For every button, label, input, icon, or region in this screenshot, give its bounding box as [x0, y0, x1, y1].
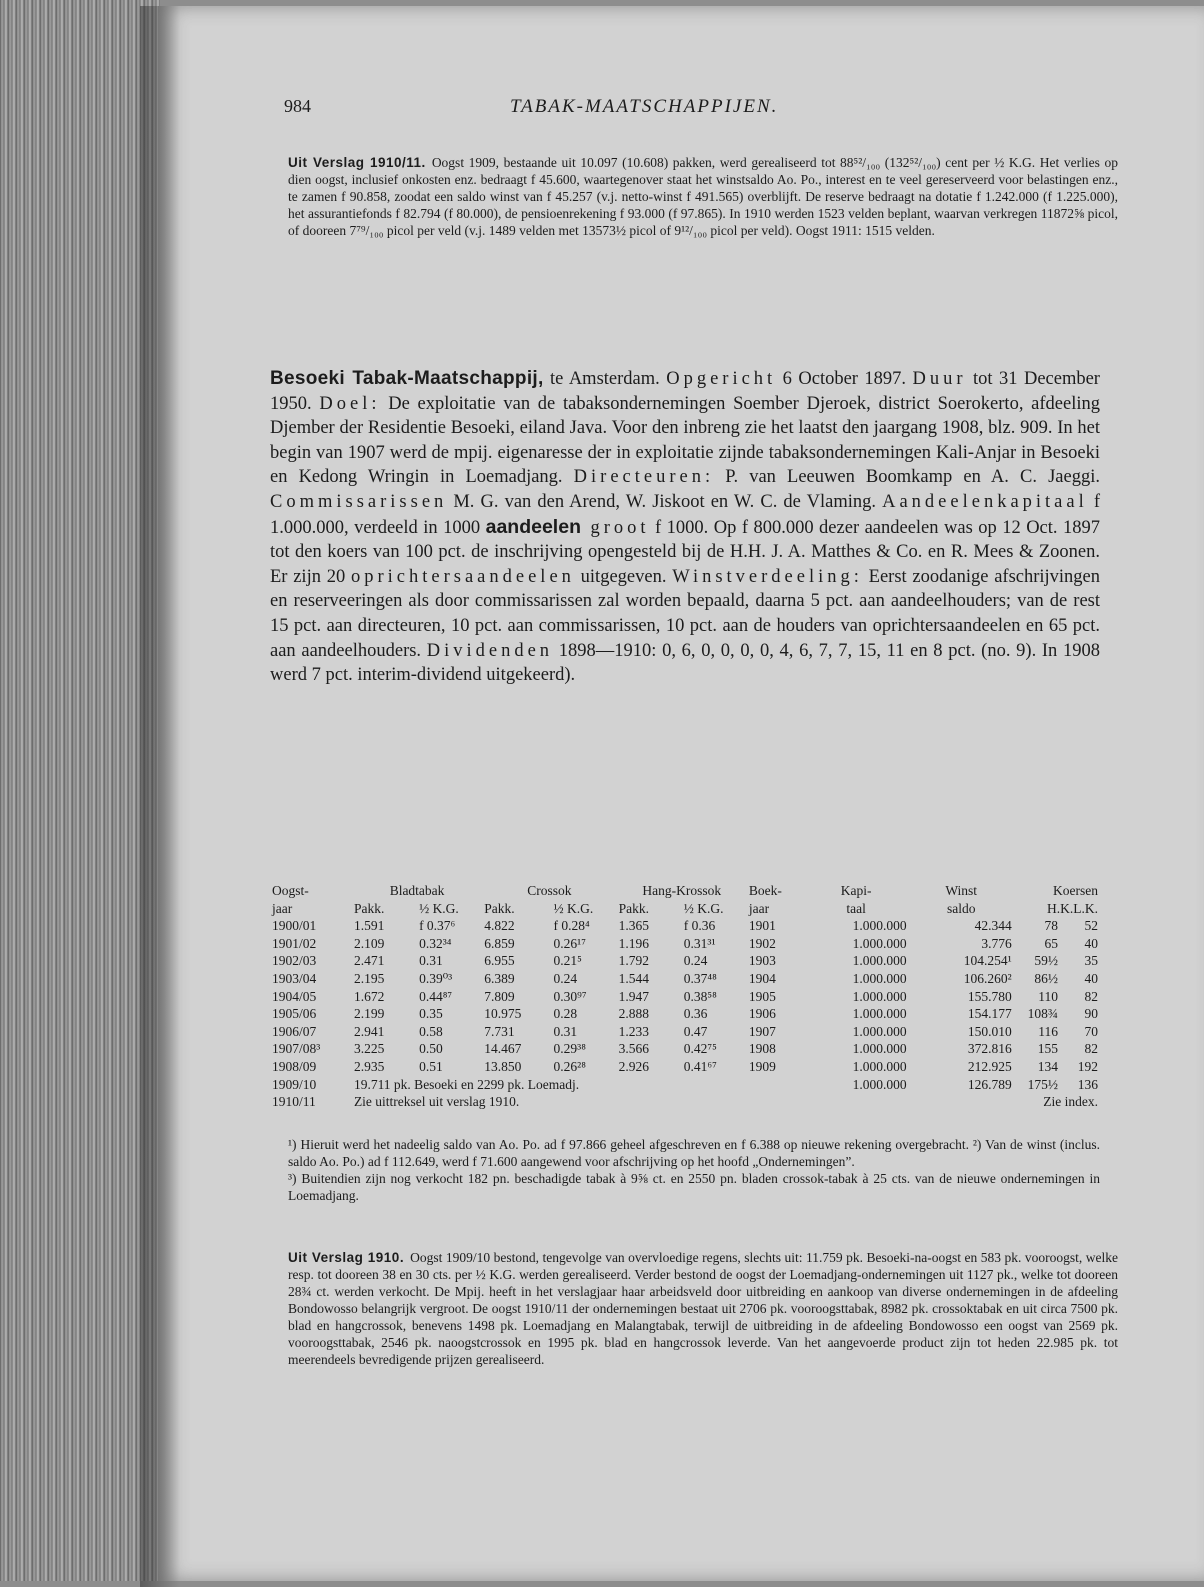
table-header-cell: H.K.L.K.	[1047, 900, 1098, 916]
table-cell: 1908/09	[272, 1058, 317, 1074]
table-cell: 0.24	[553, 970, 578, 986]
table-cell: 1.672	[353, 988, 385, 1004]
table-cell: 0.50	[419, 1041, 443, 1057]
table-cell: 78	[1044, 918, 1058, 934]
table-cell: 65	[1044, 935, 1058, 951]
doel-label: Doel:	[319, 393, 381, 414]
table-cell: 1.591	[353, 918, 385, 934]
table-cell: f 0.28⁴	[553, 918, 590, 934]
table-header-cell: Pakk.	[618, 900, 650, 916]
table-header-cell: ½ K.G.	[683, 900, 724, 916]
table-row-1910	[270, 1093, 1100, 1111]
table-cell: 1.544	[618, 970, 650, 986]
table-cell: 0.41⁶⁷	[683, 1058, 717, 1074]
table-cell: 35	[1084, 953, 1098, 969]
table-cell: 0.21⁵	[553, 953, 582, 969]
table-cell-kapitaal: 1.000.000	[852, 1076, 907, 1092]
report-1910-11-heading: Uit Verslag 1910/11.	[288, 155, 426, 170]
table-cell: 3.225	[353, 1041, 385, 1057]
duur-value: tot 31 December 1950.	[270, 369, 1100, 414]
table-cell: 2.888	[618, 1006, 650, 1022]
doel-value: De exploitatie van de tabaksondernemingen Soember Djeroek, district Soerokerto, afdeeling Djember der Residentie Besoeki, eiland Java. Voor den inbreng zie het laatst den jaargang 1908, blz. 909. In het begin van 1907 werd de mpij. eigenaresse der in exploitatie zijnde tabaksondernemingen Kali-Anjar in Besoeki en Kedong Wringin in Loemadjang.	[270, 393, 1101, 488]
table-row	[270, 1023, 1100, 1041]
table-cell: 110	[1038, 988, 1058, 1004]
table-row	[270, 1058, 1100, 1076]
footnote: ¹) Hieruit werd het nadeelig saldo van Ao. Po. ad f 97.866 geheel afgeschreven en f 6.388 op nieuwe rekening overgebracht. ²) Van de winst (inclus. saldo Ao. Po.) ad f 112.649, werd f 71.600 aangewend voor afschrijving op het hoofd „Ondernemingen”.	[288, 1137, 1100, 1169]
table-header-cell: Pakk.	[353, 900, 385, 916]
table-cell: 0.39⁰³	[419, 970, 453, 986]
table-cell: 0.36	[683, 1006, 708, 1022]
table-cell: 0.24	[683, 953, 708, 969]
commissarissen-value: M. G. van den Arend, W. Jiskoot en W. C. de Vlaming.	[447, 491, 883, 512]
table-cell: 154.177	[967, 1006, 1012, 1022]
table-cell: 1902/03	[272, 953, 317, 969]
table-cell: 1.233	[618, 1023, 650, 1039]
table-cell: 1.000.000	[852, 1023, 907, 1039]
table-header-cell: Winst	[945, 883, 978, 898]
table-header-cell: Bladtabak	[389, 883, 445, 898]
table-cell: 2.926	[618, 1058, 650, 1074]
table-header-cell: Kapi-	[840, 883, 872, 898]
table-cell: 1.000.000	[852, 1006, 907, 1022]
table-cell: 13.850	[484, 1058, 522, 1074]
table-cell: 1906/07	[272, 1023, 317, 1039]
opgericht-label: Opgericht	[666, 369, 777, 389]
table-cell: 42.344	[974, 918, 1012, 934]
table-cell: 1904/05	[272, 988, 317, 1004]
table-header-cell: saldo	[946, 900, 976, 916]
table-cell: 40	[1084, 935, 1098, 951]
table-row	[270, 952, 1100, 970]
table-cell: 1.365	[618, 918, 650, 934]
table-body	[270, 917, 1100, 1111]
table-header-cell: Pakk.	[484, 900, 515, 916]
table-cell: 7.809	[484, 988, 515, 1004]
table-row	[270, 1040, 1100, 1058]
table-cell: 6.955	[484, 953, 515, 969]
table-cell: 1.000.000	[852, 935, 907, 951]
table-cell: 4.822	[484, 918, 515, 934]
report-1910-text: Oogst 1909/10 bestond, tengevolge van overvloedige regens, slechts uit: 11.759 pk. Besoeki-na-oogst en 583 pk. vooroogst, welke resp. tot dooreen 38 en 30 cts. per ½ K.G. werden gerealiseerd. Verder bestond de oogst der Loemadjang-ondernemingen uit 1127 pk., welke tot dooreen 28¾ ct. werden verkocht. De Mpij. heeft in het verslagjaar haar arbeidsveld door uitbreiding en aankoop van diverse ondernemingen in de afdeeling Bondowosso belangrijk vergroot. De oogst 1910/11 der ondernemingen bestaat uit 2706 pk. vooroogsttabak, 8982 pk. crossoktabak en uit circa 7500 pk. blad en hangcrossok, benevens 1498 pk. Loemadjang en Malangtabak, terwijl de uitbreiding in de afdeeling Bondowosso een oogst van 2569 pk. vooroogsttabak, 2546 pk. naoogstcrossok en 1995 pk. blad en hangcrossok leverde. Van het aangevoerde product zijn tot heden 22.985 pk. tot meerendeels bevredigende prijzen gerealiseerd.	[288, 1250, 1118, 1367]
table-cell: 0.31	[553, 1023, 578, 1039]
table-cell: 108¾	[1027, 1006, 1058, 1022]
report-1910-11-text: Oogst 1909, bestaande uit 10.097 (10.608) pakken, werd gerealiseerd tot 88⁵²/₁₀₀ (132⁵²/₁₀₀) cent per ½ K.G. Het verlies op dien oogst, inclusief onkosten enz. bedraagt f 45.600, waartegenover staat het winstsaldo Ao. Po., interest en te veel gereserveerd voor belastingen enz., te zamen f 90.858, zoodat een saldo winst van f 45.257 (v.j. netto-winst f 491.565) overblijft. De reserve bedraagt na dotatie f 1.242.000 (f 1.225.000), het assurantiefonds f 82.794 (f 80.000), de pensioenrekening f 93.000 (f 97.865). In 1910 werden 1523 velden beplant, waarvan verkregen 11872⅝ picol, of dooreen 7⁷⁹/₁₀₀ picol per veld (v.j. 1489 velden met 13573½ picol of 9¹²/₁₀₀ picol per veld). Oogst 1911: 1515 velden.	[288, 155, 1118, 238]
report-1910-heading: Uit Verslag 1910.	[288, 1250, 405, 1265]
book-gutter-shadow	[140, 6, 180, 1587]
table-header-cell: Crossok	[527, 883, 572, 898]
table-header-cell: ½ K.G.	[553, 900, 594, 916]
table-cell: 52	[1084, 918, 1098, 934]
table-row	[270, 917, 1100, 935]
directeuren-value: P. van Leeuwen Boomkamp en A. C. Jaeggi.	[714, 467, 1100, 488]
table-header-cell: Hang-Krossok	[642, 883, 722, 898]
table-cell: 0.31	[419, 953, 443, 969]
table-cell: 0.26¹⁷	[553, 935, 586, 951]
table-cell: 3.566	[618, 1041, 650, 1057]
table-cell: 1.947	[618, 988, 650, 1004]
table-cell: 155.780	[967, 988, 1012, 1004]
table-cell: 372.816	[967, 1041, 1012, 1057]
table-cell: 0.29³⁸	[553, 1041, 586, 1057]
table-cell-year: 1910/11	[272, 1094, 316, 1110]
table-cell: 82	[1084, 1041, 1098, 1057]
table-cell: 7.731	[484, 1023, 515, 1039]
groot-label: groot	[581, 517, 650, 538]
table-cell: 0.28	[553, 1006, 578, 1022]
table-cell: 1.000.000	[852, 953, 907, 969]
report-1910-11	[270, 154, 1118, 239]
table-cell: 1907	[748, 1023, 776, 1039]
opgericht-value: 6 October 1897.	[776, 369, 913, 389]
table-cell: 14.467	[484, 1041, 522, 1057]
table-cell: 0.42⁷⁵	[683, 1041, 717, 1057]
table-cell: 0.51	[419, 1058, 443, 1074]
table-cell: 192	[1077, 1058, 1098, 1074]
table-cell: 0.30⁹⁷	[553, 988, 587, 1004]
company-seat: te Amsterdam.	[543, 369, 667, 389]
table-cell: 1905	[748, 988, 776, 1004]
table-cell: 1.000.000	[852, 988, 907, 1004]
dividenden-label: Dividenden	[426, 640, 554, 661]
table-footnotes	[270, 1136, 1100, 1204]
table-cell: 1903/04	[272, 970, 317, 986]
table-cell: 59½	[1034, 953, 1058, 969]
commissarissen-label: Commissarissen	[270, 491, 448, 512]
table-cell: 2.199	[353, 1006, 385, 1022]
duur-label: Duur	[912, 369, 967, 389]
table-header-cell: taal	[846, 900, 866, 916]
table-cell: 0.32³⁴	[419, 935, 452, 951]
harvest-table	[270, 882, 1100, 1111]
book-page-edges	[0, 0, 160, 1581]
table-cell: 90	[1084, 1006, 1098, 1022]
running-head	[270, 96, 1100, 122]
groot-value: f 1000. Op f 800.000 dezer aandeelen was op 12 Oct. 1897 tot den koers van 100 pct. de inschrijving opengesteld bij de H.H. J. A. Matthes & Co. en R. Mees & Zoonen. Er zijn 20	[270, 517, 1101, 587]
table-header-cell: Boek-	[748, 883, 782, 898]
table-header-cell: Oogst-	[272, 883, 309, 898]
table-cell: 0.38⁵⁸	[683, 988, 717, 1004]
table-header-cell: Koersen	[1053, 883, 1098, 898]
dividenden-value: 1898—1910: 0, 6, 0, 0, 0, 0, 4, 6, 7, 7, 15, 11 en 8 pct. (no. 9). In 1908 werd 7 pct. interim-dividend uitgekeerd).	[270, 640, 1100, 686]
table-cell: 40	[1084, 970, 1098, 986]
report-1910	[270, 1249, 1118, 1368]
kapitaal-value: f 1.000.000, verdeeld in 1000	[270, 491, 1100, 538]
table-header-row-1	[270, 882, 1100, 900]
table-cell-index: Zie index.	[1043, 1094, 1098, 1110]
oprichters-label: oprichtersaandeelen	[350, 566, 575, 587]
winstverdeeling-label: Winstverdeeling:	[672, 566, 863, 587]
book-page	[158, 6, 1204, 1581]
table-cell-hk: 175½	[1027, 1076, 1058, 1092]
table-cell-year: 1909/10	[272, 1076, 317, 1092]
table-row	[270, 970, 1100, 988]
table-cell: 2.941	[353, 1023, 385, 1039]
table-cell: 0.31³¹	[683, 935, 716, 951]
table-cell: 1.000.000	[852, 970, 907, 986]
table-cell: 2.195	[353, 970, 385, 986]
table-cell: 1908	[748, 1041, 776, 1057]
table-cell: 155	[1037, 1041, 1058, 1057]
table-cell: 116	[1038, 1023, 1058, 1039]
table-cell: 2.471	[353, 953, 385, 969]
page-title: TABAK-MAATSCHAPPIJEN.	[510, 96, 779, 117]
table-row	[270, 935, 1100, 953]
table-cell-note: 19.711 pk. Besoeki en 2299 pk. Loemadj.	[353, 1076, 580, 1092]
table-cell: 0.26²⁸	[553, 1058, 586, 1074]
table-header-cell: jaar	[748, 900, 770, 916]
winstverdeeling-value: Eerst zoodanige afschrijvingen en reserveeringen als door commissarissen zal worden bepaald, daarna 5 pct. aan aandeelhouders; van de rest 15 pct. aan directeuren, 10 pct. aan commissarissen, 10 pct. aan de houders van oprichtersaandeelen en 65 pct. aan aandeelhouders.	[270, 566, 1101, 661]
table-cell: 1905/06	[272, 1006, 317, 1022]
table-cell: 2.109	[353, 935, 385, 951]
table-cell: 1.792	[618, 953, 650, 969]
table-cell: 1.000.000	[852, 918, 907, 934]
kapitaal-label: Aandeelenkapitaal	[882, 491, 1088, 512]
table-cell: 1901/02	[272, 935, 317, 951]
table-cell: 86½	[1034, 970, 1058, 986]
table-row	[270, 988, 1100, 1006]
table-cell: 104.254¹	[963, 953, 1012, 969]
table-cell-note: Zie uittreksel uit verslag 1910.	[353, 1094, 520, 1110]
page-number: 984	[284, 96, 311, 116]
oprichters-value: uitgegeven.	[574, 566, 673, 587]
table-cell: 134	[1037, 1058, 1058, 1074]
table-cell: 1906	[748, 1006, 776, 1022]
table-cell: 3.776	[981, 935, 1012, 951]
table-cell: 0.37⁴⁸	[683, 970, 717, 986]
table-cell: 0.35	[419, 1006, 443, 1022]
table-cell-winst: 126.789	[967, 1076, 1012, 1092]
table-row	[270, 1005, 1100, 1023]
table-cell: 1.000.000	[852, 1058, 907, 1074]
table-cell: 6.389	[484, 970, 515, 986]
table-header-cell: ½ K.G.	[419, 900, 459, 916]
table-cell: 1.000.000	[852, 1041, 907, 1057]
table-header-row-2	[270, 900, 1100, 918]
table-cell: 0.47	[683, 1023, 708, 1039]
table-cell: 10.975	[484, 1006, 522, 1022]
table-cell: 1900/01	[272, 918, 317, 934]
table-cell: 70	[1084, 1023, 1098, 1039]
table-row-1909	[270, 1076, 1100, 1094]
table-cell-lk: 136	[1077, 1076, 1098, 1092]
table-cell: 1907/08³	[272, 1041, 321, 1057]
footnote: ³) Buitendien zijn nog verkocht 182 pn. beschadigde tabak à 9⅝ ct. en 2550 pn. bladen crossok-tabak à 25 cts. van de nieuwe ondernemingen in Loemadjang.	[288, 1171, 1100, 1203]
table-cell: 0.44⁸⁷	[419, 988, 453, 1004]
table-cell: 1902	[748, 935, 776, 951]
table-cell: 2.935	[353, 1058, 385, 1074]
directeuren-label: Directeuren:	[573, 467, 715, 488]
table-header-cell: jaar	[272, 900, 293, 916]
table-cell: f 0.36	[683, 918, 716, 934]
table-cell: 106.260²	[963, 970, 1012, 986]
table-cell: 82	[1084, 988, 1098, 1004]
table-cell: 6.859	[484, 935, 515, 951]
table-cell: 150.010	[967, 1023, 1012, 1039]
company-description	[270, 367, 1100, 688]
aandeelen-word: aandeelen	[485, 515, 581, 538]
table-cell: 1904	[748, 970, 776, 986]
table-cell: 0.58	[419, 1023, 443, 1039]
company-name: Besoeki Tabak-Maatschappij,	[270, 368, 544, 389]
table-cell: 1.196	[618, 935, 650, 951]
table-cell: f 0.37⁶	[419, 918, 456, 934]
table-cell: 1909	[748, 1058, 776, 1074]
table-cell: 212.925	[967, 1058, 1012, 1074]
table-cell: 1903	[748, 953, 776, 969]
table-cell: 1901	[748, 918, 776, 934]
